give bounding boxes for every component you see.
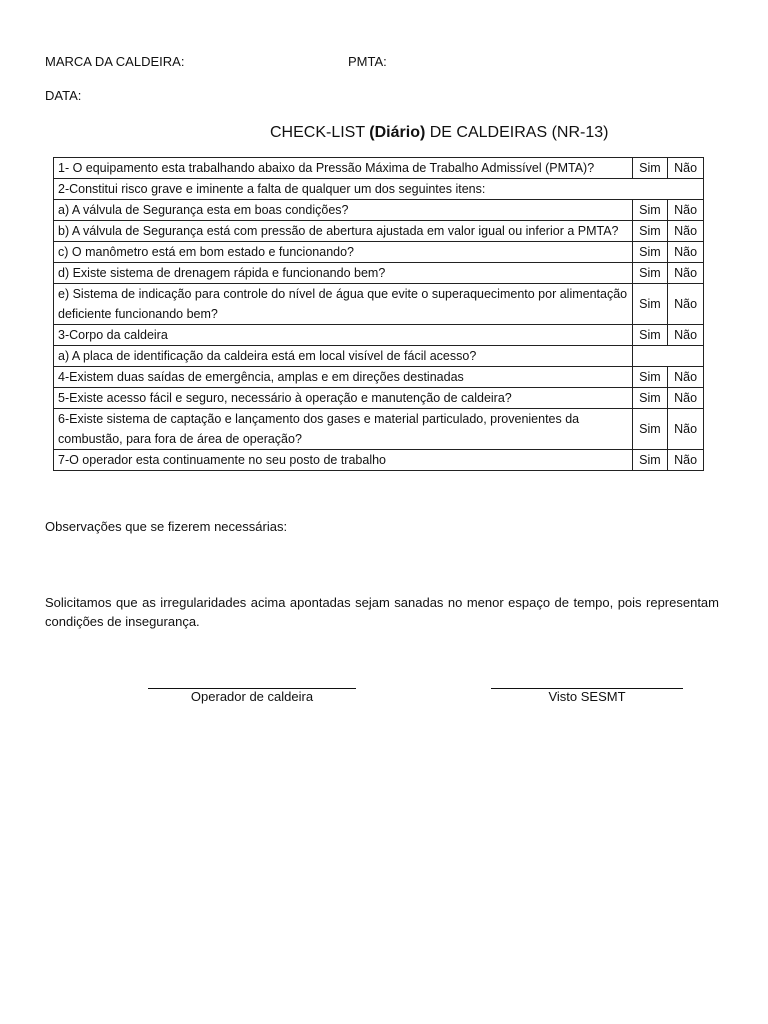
checklist-row xyxy=(54,450,704,471)
checklist-question: c) O manômetro está em bom estado e funcionando? xyxy=(54,242,633,263)
title-prefix: CHECK-LIST xyxy=(270,124,365,141)
checklist-row xyxy=(54,158,704,179)
checklist-question: a) A válvula de Segurança esta em boas condições? xyxy=(54,200,633,221)
answer-no[interactable]: Não xyxy=(668,158,704,179)
checklist-row xyxy=(54,200,704,221)
checklist-question: 5-Existe acesso fácil e seguro, necessário à operação e manutenção de caldeira? xyxy=(54,388,633,409)
answer-no[interactable]: Não xyxy=(668,284,704,325)
checklist-row xyxy=(54,284,704,325)
checklist-question: a) A placa de identificação da caldeira está em local visível de fácil acesso? xyxy=(54,346,633,367)
answer-yes[interactable]: Sim xyxy=(632,388,668,409)
boiler-brand-label: MARCA DA CALDEIRA: xyxy=(45,54,185,69)
title-suffix: DE CALDEIRAS (NR-13) xyxy=(429,124,609,141)
answer-no[interactable]: Não xyxy=(668,242,704,263)
answer-yes[interactable]: Sim xyxy=(632,325,668,346)
checklist-question: 7-O operador esta continuamente no seu posto de trabalho xyxy=(54,450,633,471)
checklist-question: e) Sistema de indicação para controle do nível de água que evite o superaquecimento por alimentação deficiente funcionando bem? xyxy=(54,284,633,325)
sesmt-signature-label: Visto SESMT xyxy=(548,689,626,704)
answer-yes[interactable]: Sim xyxy=(632,242,668,263)
date-label: DATA: xyxy=(45,88,82,103)
checklist-question: 6-Existe sistema de captação e lançamento dos gases e material particulado, provenientes da combustão, para fora de área de operação? xyxy=(54,409,633,450)
operator-signature-label: Operador de caldeira xyxy=(190,689,314,704)
answer-yes[interactable]: Sim xyxy=(632,221,668,242)
answer-no[interactable]: Não xyxy=(668,200,704,221)
checklist-row xyxy=(54,179,704,200)
checklist-row xyxy=(54,388,704,409)
title-bold: (Diário) xyxy=(369,124,426,141)
checklist-question: b) A válvula de Segurança está com pressão de abertura ajustada em valor igual ou inferior a PMTA? xyxy=(54,221,633,242)
answer-yes[interactable]: Sim xyxy=(632,450,668,471)
answer-yes[interactable]: Sim xyxy=(632,200,668,221)
checklist-row xyxy=(54,409,704,450)
checklist-row xyxy=(54,325,704,346)
checklist-question: d) Existe sistema de drenagem rápida e funcionando bem? xyxy=(54,263,633,284)
checklist-question: 4-Existem duas saídas de emergência, amplas e em direções destinadas xyxy=(54,367,633,388)
checklist-question: 1- O equipamento esta trabalhando abaixo da Pressão Máxima de Trabalho Admissível (PMTA)? xyxy=(54,158,633,179)
operator-signature xyxy=(148,688,356,705)
answer-yes[interactable]: Sim xyxy=(632,284,668,325)
checklist-row xyxy=(54,346,704,367)
observations-label: Observações que se fizerem necessárias: xyxy=(45,519,288,534)
checklist-row xyxy=(54,221,704,242)
sesmt-signature xyxy=(491,688,683,705)
answer-no[interactable]: Não xyxy=(668,409,704,450)
checklist-row xyxy=(54,242,704,263)
answer-yes[interactable]: Sim xyxy=(632,367,668,388)
request-paragraph: Solicitamos que as irregularidades acima apontadas sejam sanadas no menor espaço de tempo, pois representam condições de insegurança. xyxy=(45,595,719,629)
checklist-row xyxy=(54,367,704,388)
answer-no[interactable]: Não xyxy=(668,367,704,388)
answer-yes[interactable]: Sim xyxy=(632,409,668,450)
answer-no[interactable]: Não xyxy=(668,263,704,284)
checklist-row xyxy=(54,263,704,284)
page-title xyxy=(270,123,608,143)
answer-yes[interactable]: Sim xyxy=(632,158,668,179)
checklist-question: 3-Corpo da caldeira xyxy=(54,325,633,346)
answer-no[interactable]: Não xyxy=(668,450,704,471)
answer-no[interactable]: Não xyxy=(668,221,704,242)
pmta-label: PMTA: xyxy=(348,54,387,69)
answer-blank xyxy=(632,346,703,367)
checklist-table xyxy=(53,157,704,471)
answer-yes[interactable]: Sim xyxy=(632,263,668,284)
checklist-question: 2-Constitui risco grave e iminente a falta de qualquer um dos seguintes itens: xyxy=(54,179,704,200)
answer-no[interactable]: Não xyxy=(668,325,704,346)
answer-no[interactable]: Não xyxy=(668,388,704,409)
